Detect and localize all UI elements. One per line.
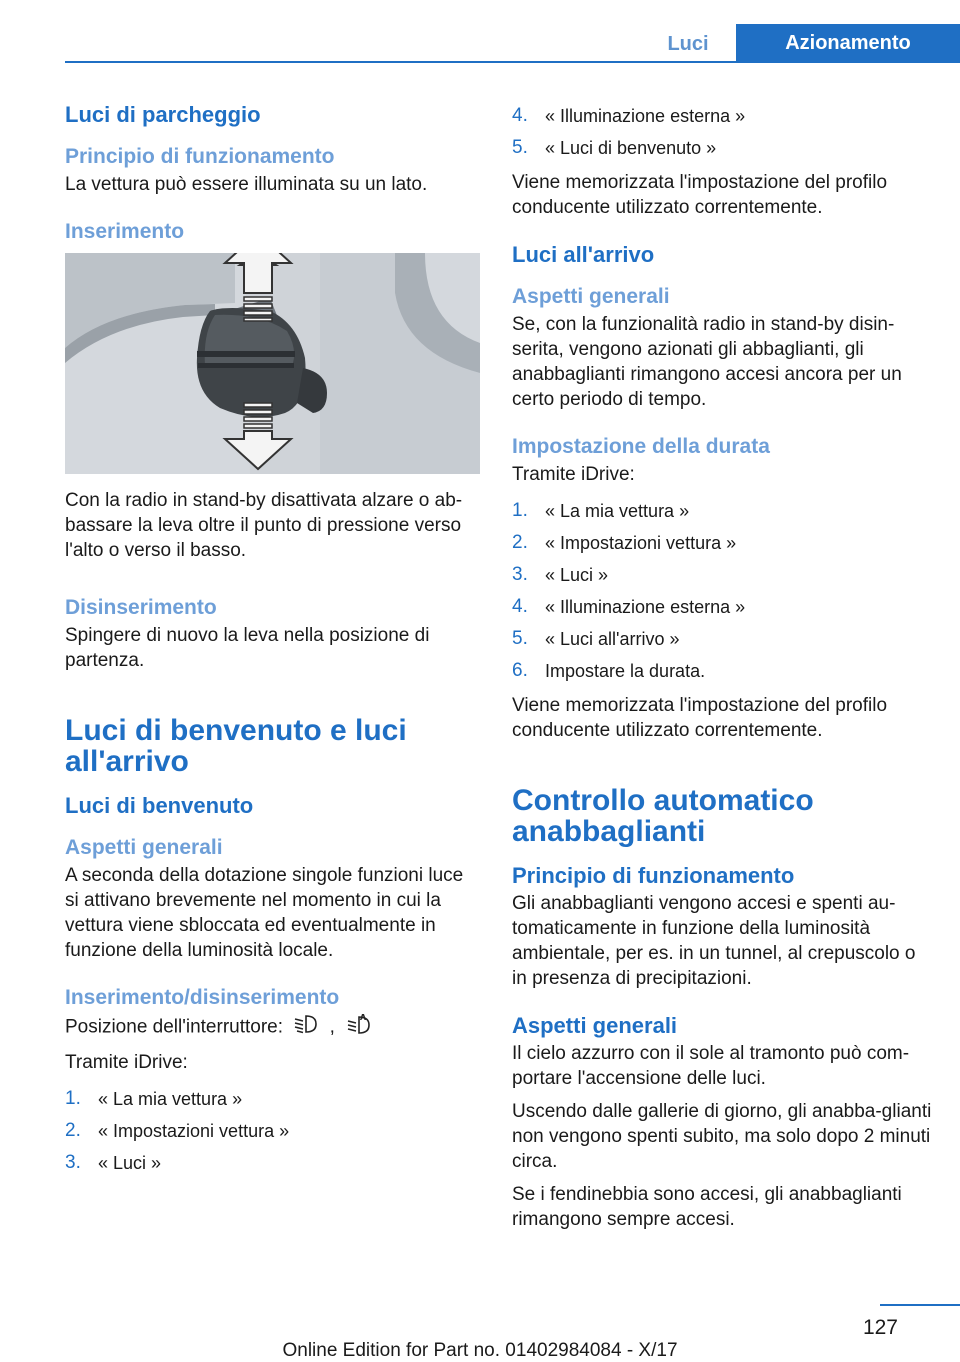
- list-item: 5. « Luci all'arrivo »: [512, 628, 680, 649]
- automatic-headlight-icon: [346, 1013, 372, 1042]
- right-column: [512, 100, 932, 1240]
- idrive-steps-list: [65, 1083, 480, 1179]
- list-item: 3. « Luci »: [65, 1152, 162, 1173]
- turn-signal-lever-illustration: [65, 253, 480, 474]
- list-item: 4. « Illuminazione esterna »: [512, 596, 746, 617]
- paragraph-aspetti-arrivo: Se, con la funzionalità radio in stand-by disin-serita, vengono azionati gli abbaglianti, gli anabbaglianti rimangono accesi ancora per un certo periodo di tempo.: [512, 314, 902, 410]
- heading-principio: Principio di funzionamento: [65, 145, 335, 168]
- idrive-steps-list-2: [512, 495, 932, 687]
- heading-impostazione-durata: Impostazione della durata: [512, 435, 770, 458]
- header-rule: [65, 61, 960, 63]
- subsection-luci-arrivo: Luci all'arrivo: [512, 242, 655, 267]
- paragraph-memorizzata-2: Viene memorizzata l'impostazione del profilo conducente utilizzato correntemente.: [512, 695, 888, 741]
- header-tab-azionamento: Azionamento: [736, 24, 960, 62]
- heading-aspetti-generali: Aspetti generali: [65, 836, 223, 859]
- icon-separator: ,: [329, 1016, 335, 1038]
- list-item: 4. « Illuminazione esterna »: [512, 105, 746, 126]
- paragraph-gallerie: Uscendo dalle gallerie di giorno, gli anabba-glianti non vengono spenti subito, ma solo dopo 2 minuti circa.: [512, 1101, 932, 1172]
- heading-inserimento: Inserimento: [65, 220, 185, 243]
- list-item: 5. « Luci di benvenuto »: [512, 137, 717, 158]
- paragraph-principio: La vettura può essere illuminata su un lato.: [65, 174, 428, 195]
- lever-illustration: [65, 253, 480, 474]
- list-item: 2. « Impostazioni vettura »: [512, 532, 737, 553]
- subsection-principio-funzionamento: Principio di funzionamento: [512, 863, 795, 888]
- heading-aspetti-generali-arrivo: Aspetti generali: [512, 285, 670, 308]
- list-item: 6. Impostare la durata.: [512, 660, 706, 681]
- paragraph-tramite-idrive: Tramite iDrive:: [65, 1052, 188, 1073]
- edition-footer: Online Edition for Part no. 01402984084 - X/17: [282, 1340, 678, 1361]
- page-number: 127: [862, 1316, 898, 1339]
- paragraph-cielo-azzurro: Il cielo azzurro con il sole al tramonto può com-portare l'accensione delle luci.: [512, 1043, 910, 1089]
- section-title-luci-parcheggio: Luci di parcheggio: [65, 102, 261, 127]
- paragraph-principio-anabbaglianti: Gli anabbaglianti vengono accesi e spenti au-tomaticamente in funzione della luminosità ambientale, per es. in un tunnel, al crepuscolo o in presenza di precipitazioni.: [512, 893, 916, 989]
- heading-inserimento-disinserimento: Inserimento/disinserimento: [65, 986, 340, 1009]
- section-title-luci-benvenuto-arrivo: Luci di benvenuto e luci all'arrivo: [65, 714, 407, 778]
- idrive-steps-list-continued: [512, 100, 932, 164]
- subsection-luci-benvenuto: Luci di benvenuto: [65, 793, 254, 818]
- left-column: [65, 100, 480, 1185]
- section-title-controllo-anabbaglianti: Controllo automatico anabbaglianti: [512, 784, 814, 848]
- list-item: 3. « Luci »: [512, 564, 609, 585]
- paragraph-inserimento: Con la radio in stand-by disattivata alzare o ab-bassare la leva oltre il punto di pressione verso l'alto o verso il basso.: [65, 490, 463, 561]
- paragraph-disinserimento: Spingere di nuovo la leva nella posizione di partenza.: [65, 625, 430, 671]
- paragraph-memorizzata-1: Viene memorizzata l'impostazione del profilo conducente utilizzato correntemente.: [512, 172, 888, 218]
- header-tab-luci: Luci: [667, 32, 709, 55]
- list-item: 1. « La mia vettura »: [65, 1088, 243, 1109]
- low-beam-headlight-icon: [294, 1014, 318, 1041]
- paragraph-fendinebbia: Se i fendinebbia sono accesi, gli anabbaglianti rimangono sempre accesi.: [512, 1184, 902, 1230]
- subsection-aspetti-generali-controllo: Aspetti generali: [512, 1013, 678, 1038]
- label-posizione: Posizione dell'interruttore:: [65, 1016, 284, 1038]
- heading-disinserimento: Disinserimento: [65, 596, 217, 619]
- paragraph-posizione-interruttore: [65, 1013, 480, 1042]
- paragraph-aspetti-generali: A seconda della dotazione singole funzioni luce si attivano brevemente nel momento in cui la vettura viene sbloccata ed eventualmente in funzione della luminosità locale.: [65, 865, 464, 961]
- footer-rule: [880, 1304, 960, 1306]
- list-item: 1. « La mia vettura »: [512, 500, 690, 521]
- paragraph-tramite-idrive-2: Tramite iDrive:: [512, 464, 635, 485]
- list-item: 2. « Impostazioni vettura »: [65, 1120, 290, 1141]
